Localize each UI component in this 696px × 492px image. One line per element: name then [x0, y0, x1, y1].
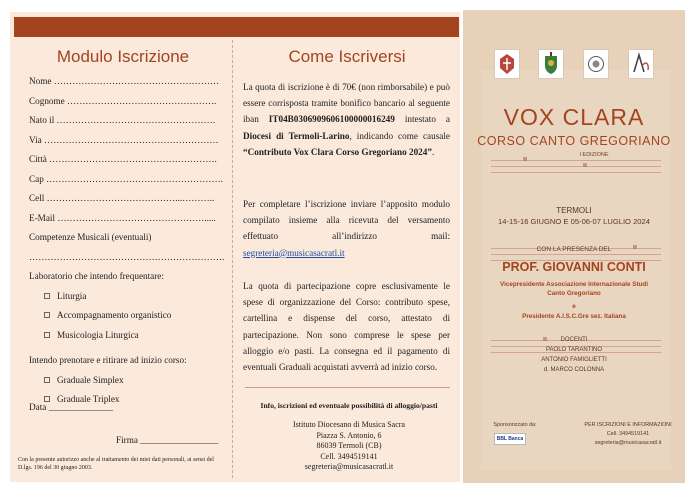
field-email: E-Mail ………………………………………….....	[29, 212, 216, 223]
poster-edition: I EDIZIONE	[579, 152, 609, 158]
lab-option-musicology[interactable]: Musicologia Liturgica	[29, 326, 224, 346]
divider	[245, 387, 450, 388]
poster-dates: 14-15-16 GIUGNO E 05-06-07 LUGLIO 2024	[498, 217, 650, 226]
date-field: Data ______________	[29, 402, 113, 412]
form-title: Modulo Iscrizione	[56, 47, 190, 66]
account-holder: Diocesi di Termoli-Larino	[243, 130, 350, 141]
institute-name: Istituto Diocesano di Musica Sacra	[293, 420, 405, 429]
checkbox-icon	[44, 377, 50, 383]
how-title: Come Iscriversi	[288, 47, 406, 66]
checkbox-icon	[44, 332, 50, 338]
guest-role-4: Presidente A.I.S.C.Gre sez. Italiana	[522, 313, 626, 320]
poster-subtitle: CORSO CANTO GREGORIANO	[477, 134, 671, 148]
address-city: 86039 Termoli (CB)	[316, 441, 382, 451]
staff-line	[491, 166, 661, 167]
teachers-title: DOCENTI	[560, 337, 588, 343]
guest-role-1: Vicepresidente Associazione Internazionale Studi	[499, 281, 649, 288]
guest-role-2: Canto Gregoriano	[547, 290, 601, 297]
field-via: Via …………………………………………………	[29, 134, 219, 145]
contact-email: segreteria@musicasacratl.it	[304, 462, 394, 472]
iban: IT04B0306909606100000016249	[268, 114, 395, 125]
lab-question: Laboratorio che intendo frequentare:	[29, 271, 164, 281]
poster-presence: CON LA PRESENZA DEL	[536, 246, 612, 253]
neume	[583, 163, 587, 167]
poster-city: TERMOLI	[556, 206, 592, 215]
form-fields	[29, 72, 224, 410]
book-option-simplex[interactable]: Graduale Simplex	[29, 371, 224, 391]
diocese-logo-icon	[494, 49, 520, 79]
info-email: segreteria@musicasacratl.it	[594, 440, 662, 446]
teacher-1: PAOLO TARANTINO	[545, 347, 602, 353]
books-question: Intendo prenotare e ritirare ad inizio corso:	[29, 355, 187, 365]
aiscgre-logo-icon	[628, 49, 654, 79]
poster-title: VOX CLARA	[503, 104, 645, 130]
guest-role-3: e	[572, 303, 576, 310]
payment-paragraph: La quota di iscrizione è di 70€ (non rimborsabile) e può essere corrisposta tramite bonifico bancario al seguente iban IT04B0306909606100000016249 intestato a Diocesi di Termoli-Larino, indicando come causale “Contributo Vox Clara Corso Gregoriano 2024”.	[243, 82, 450, 157]
field-cell: Cell ……………………………………...………..	[29, 193, 215, 203]
header-bar	[14, 17, 459, 37]
checkbox-icon	[44, 293, 50, 299]
poster-guest: PROF. GIOVANNI CONTI	[502, 260, 646, 274]
staff-line	[491, 172, 661, 173]
info-label: PER ISCRIZIONI E INFORMAZIONI	[584, 422, 672, 428]
field-cap: Cap ………………………………………………….	[29, 173, 223, 184]
email-link[interactable]: segreteria@musicasacratl.it	[243, 247, 345, 258]
neume	[523, 157, 527, 161]
checkbox-icon	[44, 312, 50, 318]
sponsor-label: Sponsorizzato da:	[493, 422, 537, 428]
fold-line	[232, 40, 233, 478]
lab-option-organ[interactable]: Accompagnamento organistico	[29, 306, 224, 326]
info-phone: Cell. 3494519141	[606, 431, 650, 437]
institute-seal-icon	[583, 49, 609, 79]
contact-phone: Cell. 3494519141	[320, 451, 378, 461]
contact-block	[240, 420, 458, 473]
info-title: Info, iscrizioni ed eventuale possibilità di alloggio/pasti	[260, 401, 438, 410]
submit-paragraph: Per completare l’iscrizione inviare l’apposito modulo compilato insieme alla ricevuta del versamento effettuato all’indirizzo mail: segreteria@musicasacratl.it	[243, 199, 450, 258]
signature-field: Firma _________________	[116, 435, 219, 445]
book-option-triplex[interactable]: Graduale Triplex	[29, 390, 224, 410]
bishop-coat-of-arms-icon	[538, 49, 564, 79]
fee-paragraph: La quota di partecipazione copre esclusivamente le spese di organizzazione del Corso: contributo spese, cartellina e dispense del corso, attestato di partecipazione. Non sono comprese le spese per alloggio e/o pasti. La consegna ed il pagamento di eventuali Graduali acquistati avverrà ad inizio corso.	[243, 281, 450, 373]
field-nome: Nome ………………………………………………	[29, 76, 220, 86]
teacher-2: ANTONIO FAMIGLIETTI	[541, 357, 607, 363]
sponsor-logo: BBL Banca	[494, 433, 526, 445]
staff-line	[491, 254, 661, 255]
lab-option-liturgia[interactable]: Liturgia	[29, 287, 224, 307]
privacy-note: Con la presente autorizzo anche al trattamento dei miei dati personali, ai sensi del D.lgs. 196 del 30 giugno 2003.	[18, 457, 214, 471]
field-nato: Nato il …………………………………………….	[29, 115, 216, 125]
field-citta: Città ……………………………………………….	[29, 154, 217, 164]
address-street: Piazza S. Antonio, 6	[316, 430, 382, 440]
payment-causal: “Contributo Vox Clara Corso Gregoriano 2024”	[243, 146, 432, 157]
poster-panel	[463, 10, 685, 483]
field-competenze-line: ……………………………………………………….	[29, 251, 225, 262]
field-competenze: Competenze Musicali (eventuali)	[29, 232, 152, 242]
teacher-3: d. MARCO COLONNA	[543, 367, 605, 373]
staff-line	[491, 160, 661, 161]
field-cognome: Cognome ………………………………………….	[29, 95, 217, 106]
